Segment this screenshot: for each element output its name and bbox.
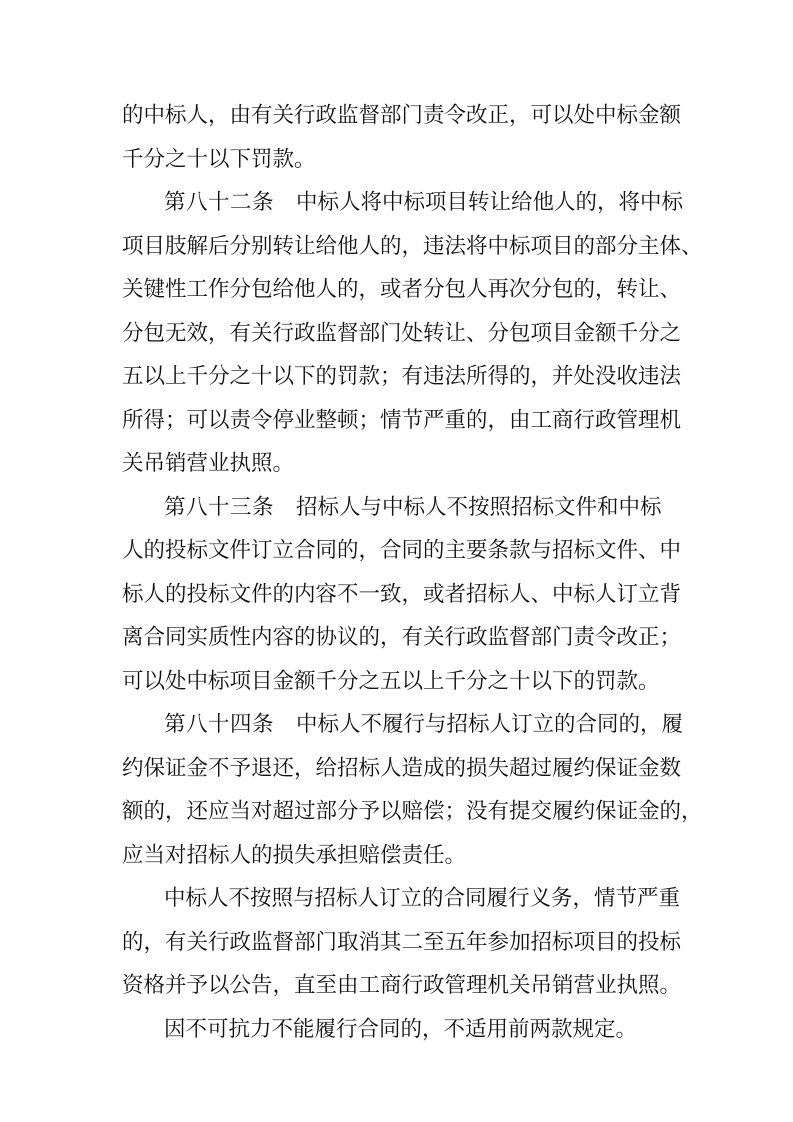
article-83-first-line bbox=[164, 488, 684, 528]
article-82-heading: 第八十二条 bbox=[164, 190, 275, 215]
article-84-first-line bbox=[164, 705, 684, 745]
text-line: 人的投标文件订立合同的，合同的主要条款与招标文件、中 bbox=[122, 538, 682, 563]
text-line: 应当对招标人的损失承担赔偿责任。 bbox=[122, 843, 467, 868]
text-line: 分包无效，有关行政监督部门处转让、分包项目金额千分之 bbox=[122, 321, 682, 346]
text-line: 约保证金不予退还，给招标人造成的损失超过履约保证金数 bbox=[122, 756, 682, 781]
text-line: 所得；可以责令停业整顿；情节严重的，由工商行政管理机 bbox=[122, 408, 682, 433]
text-line: 项目肢解后分别转让给他人的，违法将中标项目的部分主体、 bbox=[122, 234, 703, 259]
text-line: 资格并予以公告，直至由工商行政管理机关吊销营业执照。 bbox=[122, 973, 682, 998]
text-line: 中标人将中标项目转让给他人的，将中标 bbox=[296, 190, 684, 215]
text-line: 离合同实质性内容的协议的，有关行政监督部门责令改正； bbox=[122, 625, 682, 650]
text-line: 可以处中标项目金额千分之五以上千分之十以下的罚款。 bbox=[122, 669, 660, 694]
text-line: 中标人不履行与招标人订立的合同的，履 bbox=[296, 712, 684, 737]
text-line: 招标人与中标人不按照招标文件和中标 bbox=[296, 495, 662, 520]
article-83-heading: 第八十三条 bbox=[164, 495, 275, 520]
text-line: 因不可抗力不能履行合同的，不适用前两款规定。 bbox=[164, 1017, 638, 1042]
text-line: 千分之十以下罚款。 bbox=[122, 147, 316, 172]
article-84-heading: 第八十四条 bbox=[164, 712, 275, 737]
text-line: 的，有关行政监督部门取消其二至五年参加招标项目的投标 bbox=[122, 930, 682, 955]
text-line: 五以上千分之十以下的罚款；有违法所得的，并处没收违法 bbox=[122, 364, 682, 389]
article-82-first-line bbox=[164, 183, 684, 223]
text-line: 关吊销营业执照。 bbox=[122, 451, 295, 476]
text-line: 标人的投标文件的内容不一致，或者招标人、中标人订立背 bbox=[122, 582, 682, 607]
text-line: 的中标人，由有关行政监督部门责令改正，可以处中标金额 bbox=[122, 103, 682, 128]
text-line: 关键性工作分包给他人的，或者分包人再次分包的，转让、 bbox=[122, 277, 682, 302]
text-line: 中标人不按照与招标人订立的合同履行义务，情节严重 bbox=[164, 886, 681, 911]
text-line: 额的，还应当对超过部分予以赔偿；没有提交履约保证金的， bbox=[122, 799, 703, 824]
